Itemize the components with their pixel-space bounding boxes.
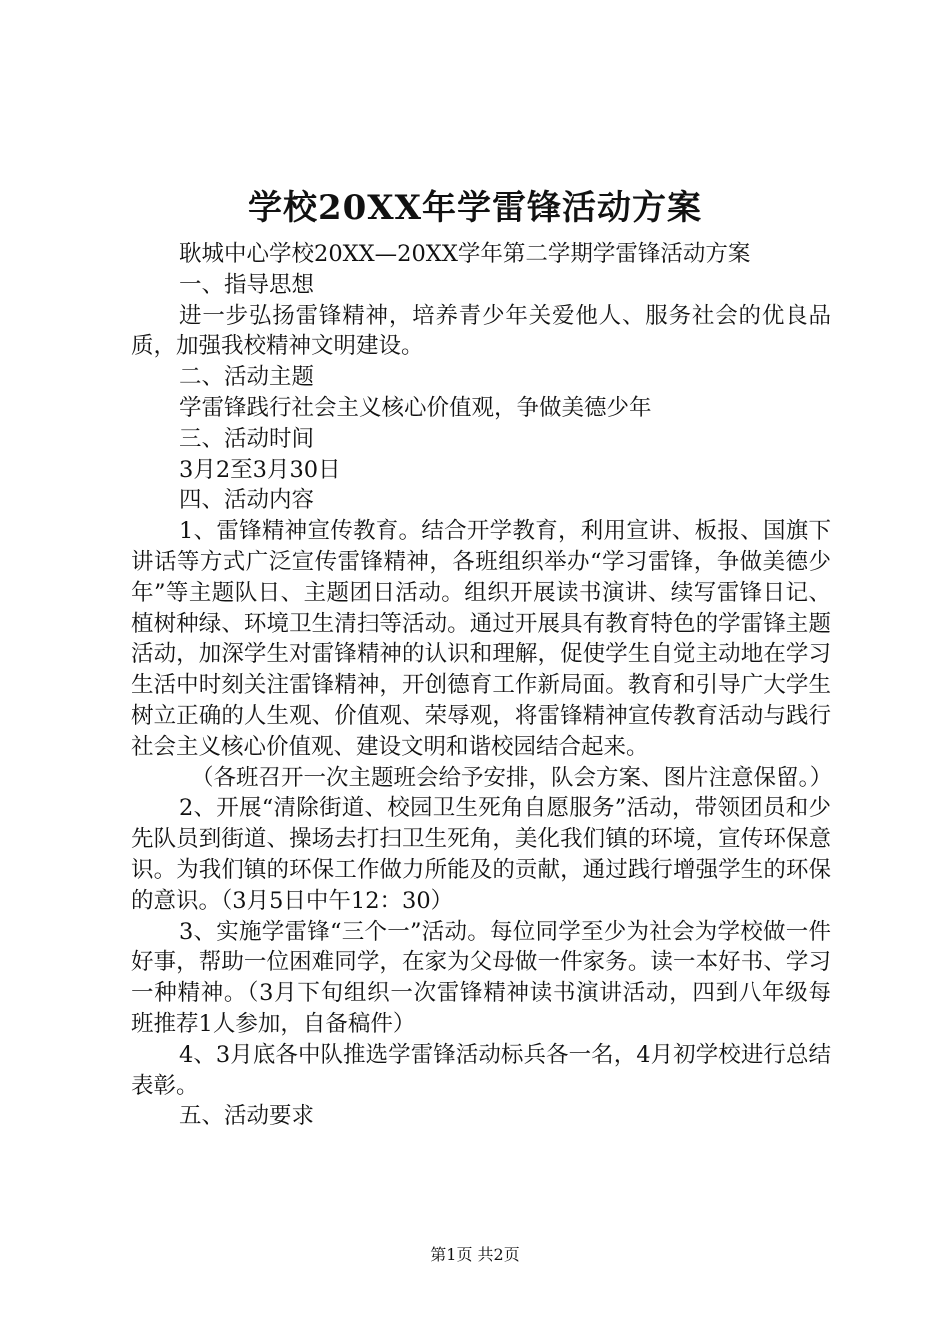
paragraph-guiding-thought: 进一步弘扬雷锋精神，培养青少年关爱他人、服务社会的优良品质，加强我校精神文明建设。: [131, 302, 831, 360]
section-heading-content: 四、活动内容: [179, 487, 315, 514]
paragraph-content-4: 4、3月底各中队推选学雷锋活动标兵各一名，4月初学校进行总结表彰。: [131, 1041, 831, 1099]
paragraph-content-3: 3、实施学雷锋“三个一”活动。每位同学至少为社会为学校做一件好事，帮助一位困难同学，在家为父母做一件家务。读一本好书、学习一种精神。（3月下旬组织一次雷锋精神读书演讲活动，四到八年级每班推荐1人参加，自备稿件）: [131, 918, 831, 1037]
document-title: 学校20XX年学雷锋活动方案: [247, 188, 703, 228]
section-heading-requirements: 五、活动要求: [179, 1103, 315, 1130]
paragraph-content-1: 1、雷锋精神宣传教育。结合开学教育，利用宣讲、板报、国旗下讲话等方式广泛宣传雷锋精神，各班组织举办“学习雷锋，争做美德少年”等主题队日、主题团日活动。组织开展读书演讲、续写雷锋日记、植树种绿、环境卫生清扫等活动。通过开展具有教育特色的学雷锋主题活动，加深学生对雷锋精神的认识和理解，促使学生自觉主动地在学习生活中时刻关注雷锋精神，开创德育工作新局面。教育和引导广大学生树立正确的人生观、价值观、荣辱观，将雷锋精神宣传教育活动与践行社会主义核心价值观、建设文明和谐校园结合起来。: [131, 518, 831, 760]
page-number: 第1页 共2页: [430, 1245, 520, 1264]
school-plan-heading: 耿城中心学校20XX—20XX学年第二学期学雷锋活动方案: [179, 241, 751, 267]
document-body: [131, 239, 831, 1132]
section-heading-guiding-thought: 一、指导思想: [179, 271, 315, 298]
section-heading-time: 三、活动时间: [179, 425, 315, 452]
section-heading-theme: 二、活动主题: [179, 364, 315, 391]
paragraph-theme: 学雷锋践行社会主义核心价值观，争做美德少年: [179, 394, 652, 421]
paragraph-time: 3月2至3月30日: [179, 456, 341, 483]
paragraph-content-note: （各班召开一次主题班会给予安排，队会方案、图片注意保留。）: [191, 764, 833, 791]
paragraph-content-2: 2、开展“清除街道、校园卫生死角自愿服务”活动，带领团员和少先队员到街道、操场去打扫卫生死角，美化我们镇的环境，宣传环保意识。为我们镇的环保工作做力所能及的贡献，通过践行增强学生的环保的意识。（3月5日中午12：30）: [131, 795, 831, 914]
